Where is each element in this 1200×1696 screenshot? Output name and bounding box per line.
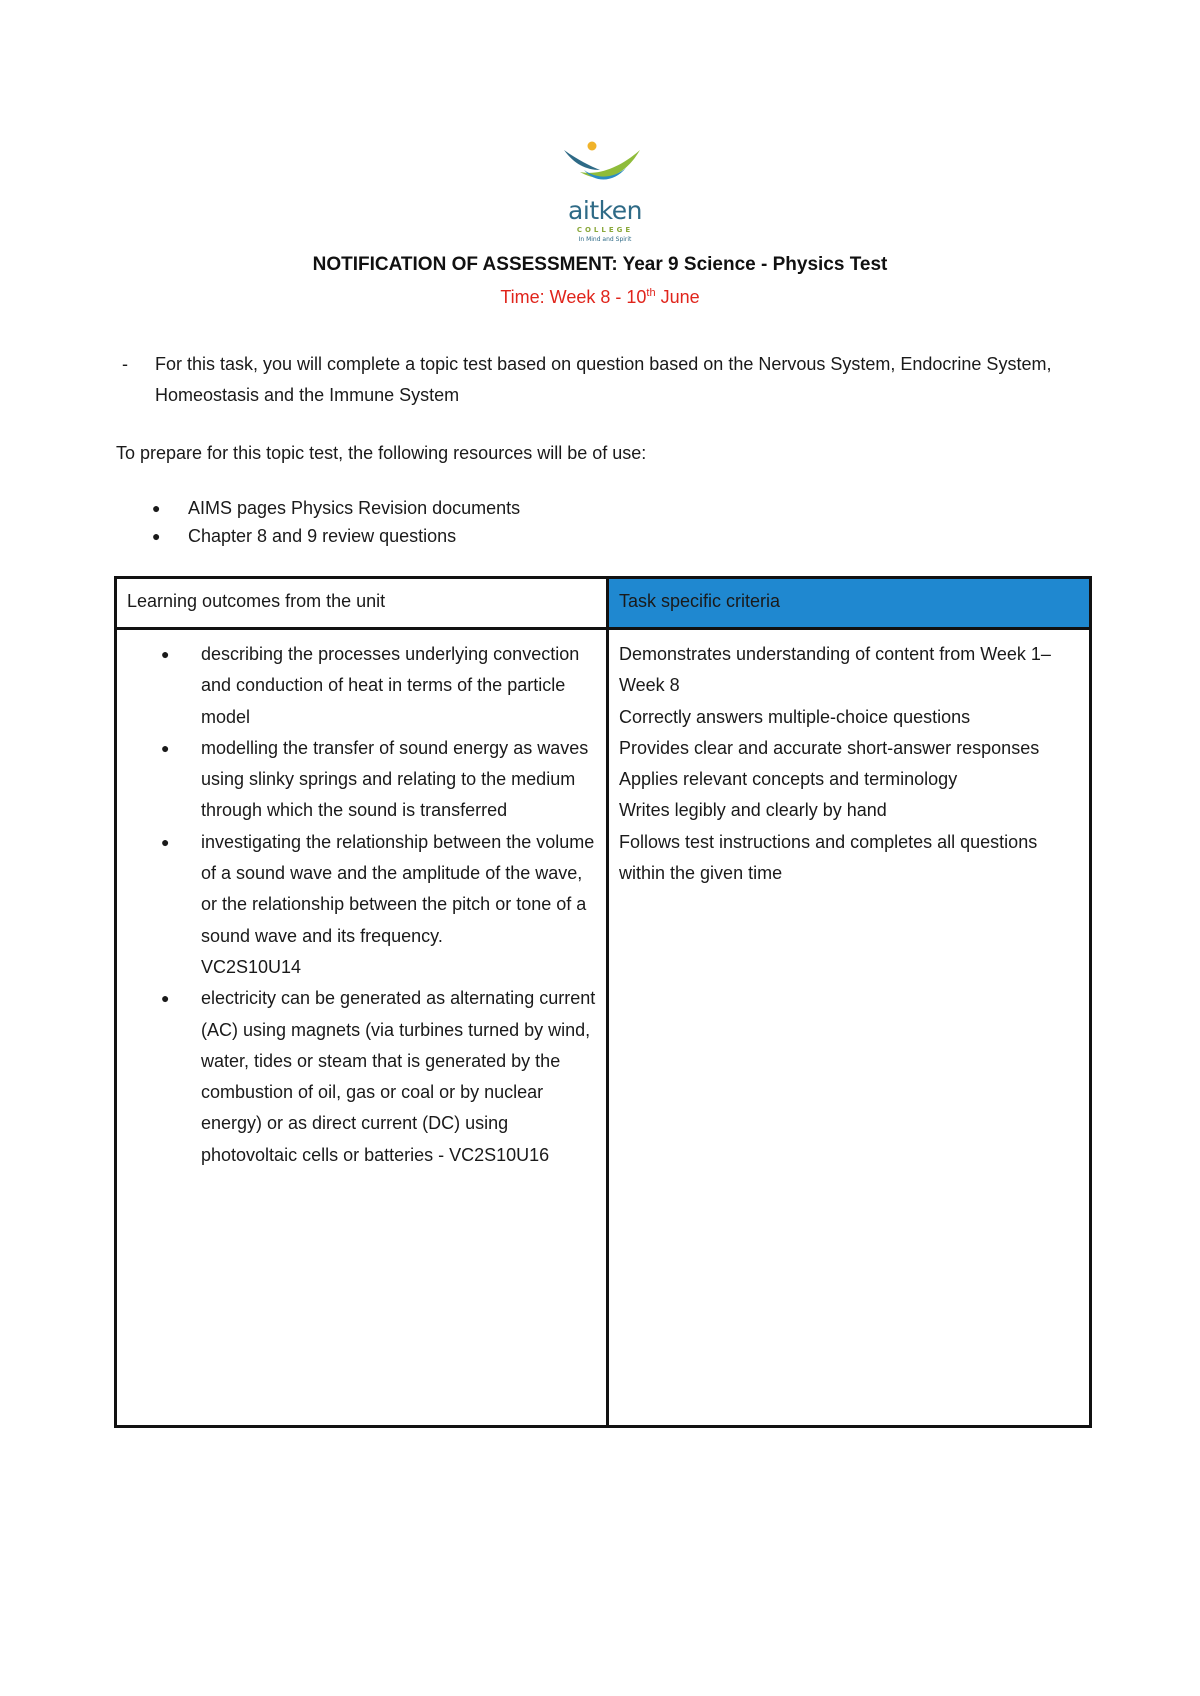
- criteria-header: Task specific criteria: [619, 591, 781, 611]
- outcomes-cell: [117, 639, 606, 1171]
- logo-name: aitken: [568, 196, 642, 225]
- list-item: [117, 639, 606, 733]
- list-item: [117, 827, 606, 983]
- logo-subtitle: COLLEGE: [576, 226, 634, 234]
- criterion: Correctly answers multiple-choice questions: [619, 706, 971, 727]
- criterion: Writes legibly and clearly by hand: [619, 800, 887, 821]
- outcome-text: modelling the transfer of sound energy as waves using slinky springs and relating to the medium through which the sound is transferred: [201, 737, 589, 821]
- criterion: Applies relevant concepts and terminology: [619, 769, 958, 790]
- time-suffix: June: [655, 287, 700, 307]
- college-logo: [560, 140, 650, 250]
- resource-text: Chapter 8 and 9 review questions: [188, 526, 457, 546]
- outcome-text: electricity can be generated as alternating current (AC) using magnets (via turbines turned by wind, water, tides or steam that is generated by the combustion of oil, gas or coal or by nuclear energy) or as direct current (DC) using photovoltaic cells or batteries - VC2S10U16: [201, 988, 596, 1165]
- table-header-divider: [117, 627, 1089, 630]
- outcome-text: investigating the relationship between the volume of a sound wave and the amplitude of the wave, or the relationship between the pitch or tone of a sound wave and its frequency.: [201, 831, 595, 946]
- outcomes-header: Learning outcomes from the unit: [127, 591, 386, 611]
- test-time: [0, 287, 1200, 308]
- outcome-text: describing the processes underlying convection and conduction of heat in terms of the particle model: [201, 644, 580, 727]
- outcome-code: VC2S10U14: [201, 956, 302, 977]
- bullet-icon: ●: [161, 833, 170, 850]
- task-text: For this task, you will complete a topic test based on question based on the Nervous System, Endocrine System, Homeostasis and the Immune System: [155, 354, 1052, 405]
- criteria-table: [114, 576, 1092, 1428]
- criteria-header-cell: [609, 579, 1089, 627]
- criterion: Provides clear and accurate short-answer responses: [619, 737, 1040, 758]
- prepare-intro: To prepare for this topic test, the following resources will be of use:: [116, 443, 647, 463]
- outcomes-header-cell: [117, 579, 606, 627]
- dash-marker: -: [122, 354, 128, 374]
- time-superscript: th: [646, 287, 656, 299]
- table-column-divider: [606, 579, 609, 1425]
- bullet-icon: ●: [152, 528, 161, 544]
- time-prefix: Time: Week 8 - 10: [500, 287, 647, 307]
- logo-emblem-icon: [560, 140, 650, 198]
- criterion: Demonstrates understanding of content from Week 1–Week 8: [619, 644, 1051, 696]
- list-item: [117, 733, 606, 827]
- logo-tagline: In Mind and Spirit: [578, 236, 632, 243]
- bullet-icon: ●: [152, 500, 161, 516]
- bullet-icon: ●: [161, 990, 170, 1007]
- list-item: [117, 983, 606, 1171]
- criterion: Follows test instructions and completes all questions within the given time: [619, 831, 1038, 884]
- page-title: NOTIFICATION OF ASSESSMENT: Year 9 Science - Physics Test: [312, 254, 888, 275]
- bullet-icon: ●: [161, 739, 170, 756]
- bullet-icon: ●: [161, 646, 170, 662]
- criteria-cell: [619, 639, 1069, 889]
- resource-text: AIMS pages Physics Revision documents: [188, 498, 521, 518]
